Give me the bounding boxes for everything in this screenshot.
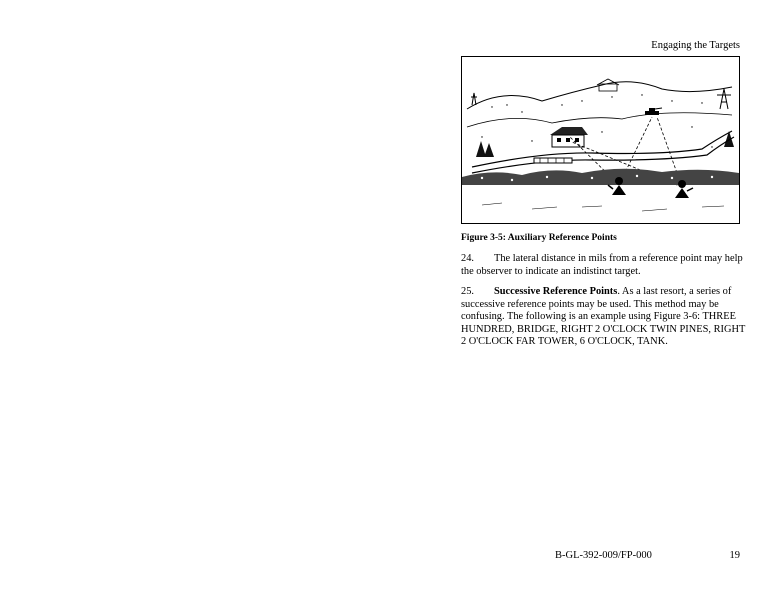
document-code: B-GL-392-009/FP-000 xyxy=(555,550,652,561)
power-tower-icon xyxy=(717,89,731,109)
page-number: 19 xyxy=(729,550,740,561)
paragraph-text: The lateral distance in mils from a reference point may help the observer to indicate an indistinct target. xyxy=(461,253,743,277)
farmhouse-icon xyxy=(550,127,588,147)
paragraph-24 xyxy=(461,253,746,278)
middle-hill-line xyxy=(467,113,732,127)
figure-caption: Figure 3-5: Auxiliary Reference Points xyxy=(461,233,617,243)
running-header: Engaging the Targets xyxy=(651,40,740,51)
paragraph-25 xyxy=(461,286,746,349)
ground-texture xyxy=(482,203,724,211)
landscape-sketch xyxy=(462,57,739,223)
foreground-brush xyxy=(462,169,739,185)
road-line xyxy=(472,131,732,167)
hill-stipple xyxy=(481,94,712,147)
paragraph-lead-heading: Successive Reference Points xyxy=(494,286,618,297)
paragraph-number: 24. xyxy=(461,253,474,264)
paragraph-text: . As a last resort, a series of successive reference points may be used. This method may be confusing. The following is an example using Figure 3-6: THREE HUNDRED, BRIDGE, RIGHT 2 O'CLOCK TWIN PINES, RIGHT 2 O'CLOCK FAR TOWER, 6 O'CLOCK, TANK. xyxy=(461,286,746,348)
bridge-icon xyxy=(534,158,572,163)
tank-icon xyxy=(645,108,662,115)
paragraph-number: 25. xyxy=(461,286,474,297)
far-tower-icon xyxy=(471,93,477,105)
figure-illustration xyxy=(461,56,740,224)
